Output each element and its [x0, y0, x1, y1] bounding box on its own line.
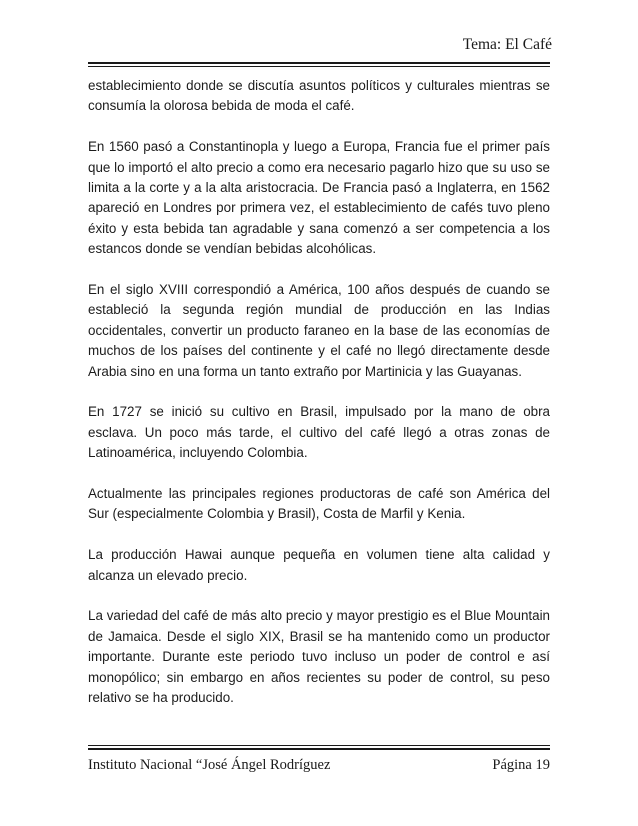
paragraph: Actualmente las principales regiones productoras de café son América del Sur (especialmente Colombia y Brasil), Costa de Marfil y Kenia. [88, 486, 550, 522]
paragraph: En el siglo XVIII correspondió a América, 100 años después de cuando se estableció la segunda región mundial de producción en las Indias occidentales, convertir un producto faraneo en la base de las economías de muchos de los países del continente y el café no llegó directamente desde Arabia sino en una forma un tanto extraño por Martinicia y las Guayanas. [88, 282, 550, 379]
paragraph: En 1560 pasó a Constantinopla y luego a Europa, Francia fue el primer país que lo importó el alto precio a como era necesario pagarlo hizo que su uso se limita a la corte y a la alta aristocracia. De Francia pasó a Inglaterra, en 1562 apareció en Londres por primera vez, el establecimiento de cafés tuvo pleno éxito y esta bebida tan agradable y sana comenzó a ser competencia a los estancos donde se vendían bebidas alcohólicas. [88, 139, 550, 257]
paragraph: En 1727 se inició su cultivo en Brasil, impulsado por la mano de obra esclava. Un poco más tarde, el cultivo del café llegó a otras zonas de Latinoamérica, incluyendo Colombia. [88, 404, 550, 461]
footer-rule-thick [88, 748, 550, 750]
footer-rule-thin [88, 745, 550, 746]
footer-institution: Instituto Nacional “José Ángel Rodríguez [88, 757, 331, 773]
header-rule-thin [88, 66, 550, 67]
paragraph: La producción Hawai aunque pequeña en volumen tiene alta calidad y alcanza un elevado precio. [88, 547, 550, 583]
paragraph: establecimiento donde se discutía asuntos políticos y culturales mientras se consumía la olorosa bebida de moda el café. [88, 78, 550, 114]
paragraph: La variedad del café de más alto precio y mayor prestigio es el Blue Mountain de Jamaica. Desde el siglo XIX, Brasil se ha mantenido como un productor importante. Durante este periodo tuvo incluso un poder de control e así monopólico; sin embargo en años recientes su poder de control, su peso relativo se ha producido. [88, 608, 550, 706]
body-text [88, 76, 550, 729]
header-rule-thick [88, 62, 550, 64]
header-title: Tema: El Café [462, 36, 552, 53]
footer-page-number: Página 19 [492, 757, 550, 773]
